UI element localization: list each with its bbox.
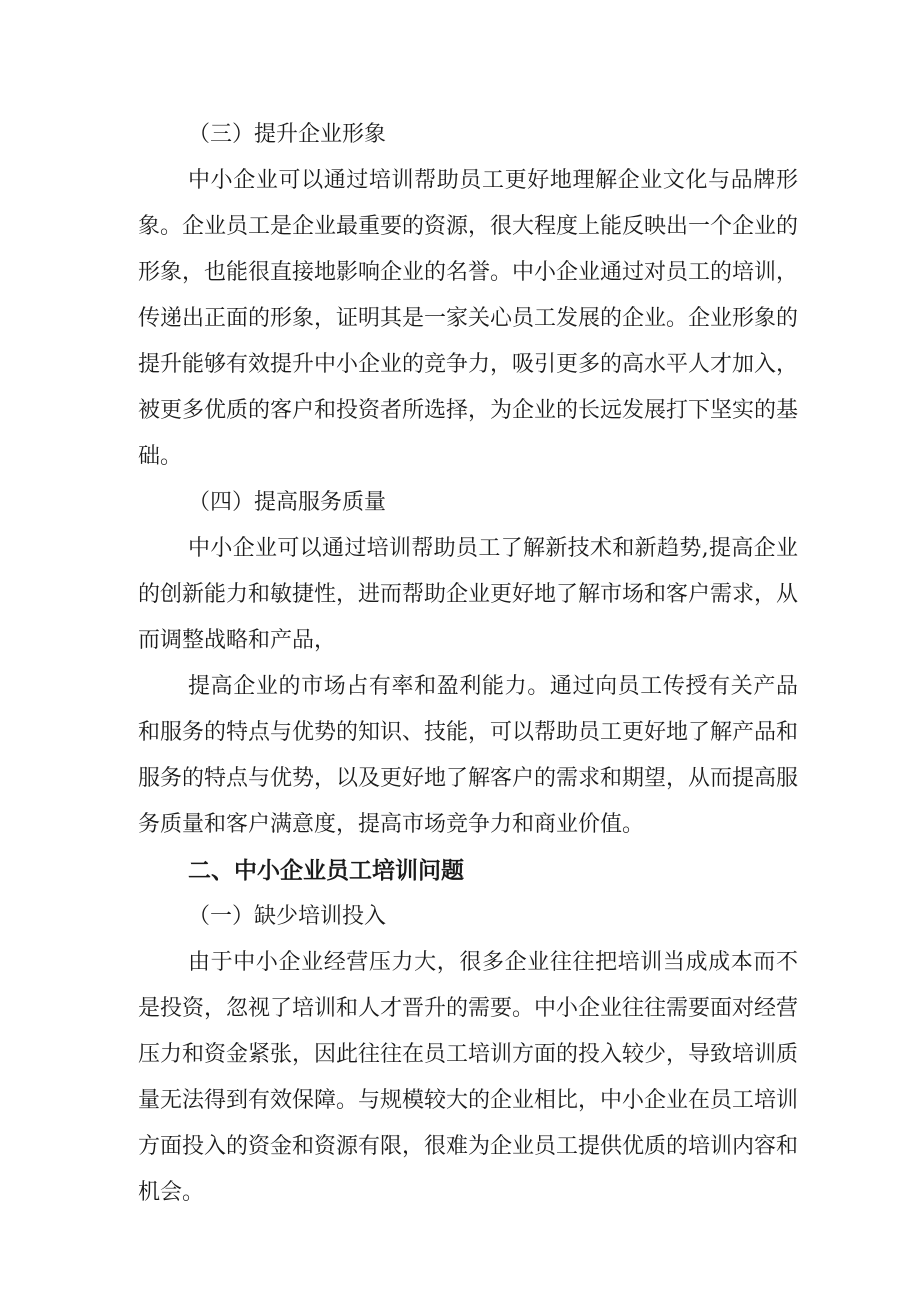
document-page bbox=[138, 112, 798, 1216]
subheading-improve-service: （四）提高服务质量 bbox=[188, 490, 387, 515]
paragraph-market-share: 提高企业的市场占有率和盈利能力。通过向员工传授有关产品和服务的特点与优势的知识、技能，可以帮助员工更好地了解产品和服务的特点与优势，以及更好地了解客户的需求和期望，从而提高服务质量和客户满意度，提高市场竞争力和商业价值。 bbox=[138, 674, 799, 837]
subheading-enhance-image: （三）提升企业形象 bbox=[188, 122, 387, 147]
paragraph-operating-pressure: 由于中小企业经营压力大，很多企业往往把培训当成成本而不是投资，忽视了培训和人才晋升的需要。中小企业往往需要面对经营压力和资金紧张，因此往往在员工培训方面的投入较少，导致培训质量无法得到有效保障。与规模较大的企业相比，中小企业在员工培训方面投入的资金和资源有限，很难为企业员工提供优质的培训内容和机会。 bbox=[138, 950, 799, 1205]
paragraph-enterprise-image: 中小企业可以通过培训帮助员工更好地理解企业文化与品牌形象。企业员工是企业最重要的资源，很大程度上能反映出一个企业的形象，也能很直接地影响企业的名誉。中小企业通过对员工的培训，传递出正面的形象，证明其是一家关心员工发展的企业。企业形象的提升能够有效提升中小企业的竞争力，吸引更多的高水平人才加入，被更多优质的客户和投资者所选择，为企业的长远发展打下坚实的基础。 bbox=[138, 168, 799, 469]
subheading-lack-investment: （一）缺少培训投入 bbox=[188, 904, 387, 929]
paragraph-new-technology: 中小企业可以通过培训帮助员工了解新技术和新趋势,提高企业的创新能力和敏捷性，进而帮助企业更好地了解市场和客户需求，从而调整战略和产品， bbox=[138, 536, 799, 653]
section-heading-training-problems: 二、中小企业员工培训问题 bbox=[188, 858, 464, 884]
